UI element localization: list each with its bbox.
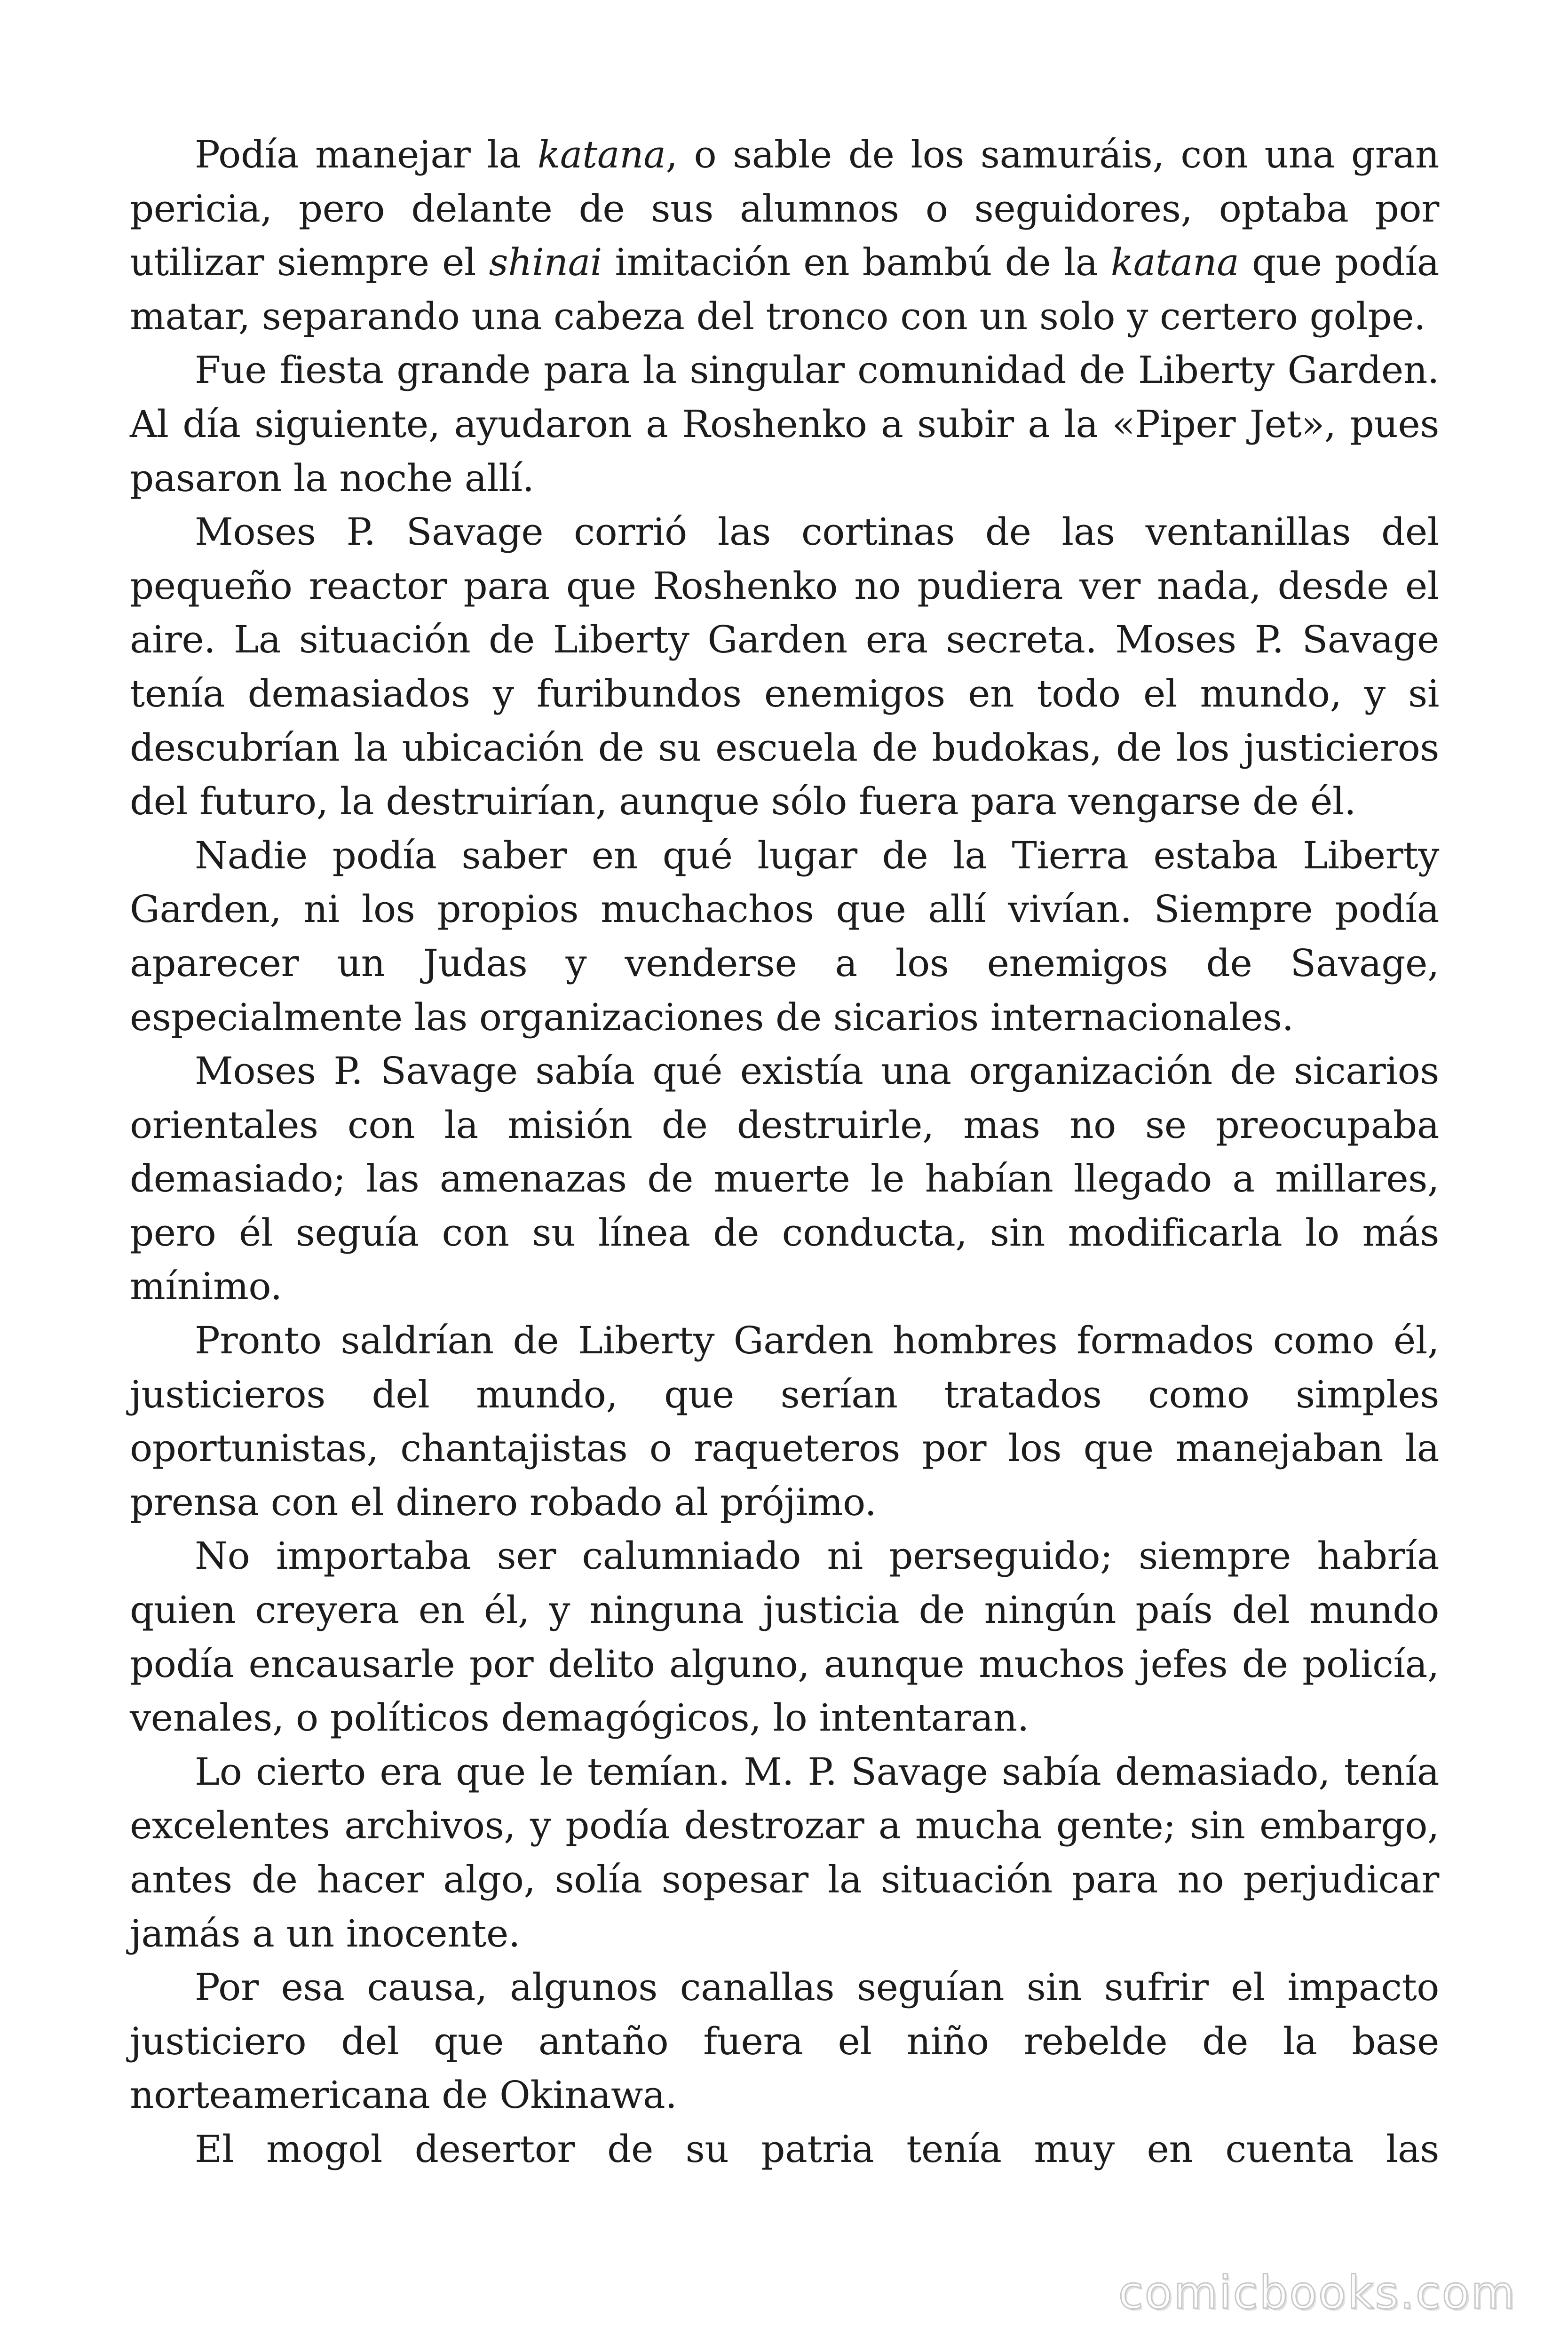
text-segment: , o sable de los samuráis, con una gran pericia, pero delante de sus alumnos o seguidores, optaba por utilizar siempre el [130, 133, 1439, 285]
paragraph [130, 1961, 1439, 2122]
text-segment: Pronto saldrían de Liberty Garden hombres formados como él, justicieros del mundo, que serían tratados como simples oportunistas, chantajistas o raqueteros por los que manejaban la prensa con el dinero robado al prójimo. [130, 1319, 1439, 1524]
paragraph [130, 1529, 1439, 1745]
paragraph [130, 1745, 1439, 1961]
text-segment: imitación en bambú de la [602, 240, 1111, 285]
italic-term: katana [537, 133, 666, 176]
text-segment: Nadie podía saber en qué lugar de la Tierra estaba Liberty Garden, ni los propios muchachos que allí vivían. Siempre podía aparecer un Judas y venderse a los enemigos de Savage, especialmente las organizaciones de sicarios internacionales. [130, 833, 1439, 1039]
text-segment: Moses P. Savage corrió las cortinas de las ventanillas del pequeño reactor para que Roshenko no pudiera ver nada, desde el aire. La situación de Liberty Garden era secreta. Moses P. Savage tenía demasiados y furibundos enemigos en todo el mundo, y si descubrían la ubicación de su escuela de budokas, de los justicieros del futuro, la destruirían, aunque sólo fuera para vengarse de él. [130, 510, 1439, 824]
page-body [130, 128, 1439, 2177]
italic-term: shinai [489, 240, 602, 285]
paragraph [130, 829, 1439, 1044]
text-segment: Fue fiesta grande para la singular comunidad de Liberty Garden. Al día siguiente, ayudaron a Roshenko a subir a la «Piper Jet», pues pasaron la noche allí. [130, 348, 1439, 500]
text-segment: Lo cierto era que le temían. M. P. Savage sabía demasiado, tenía excelentes archivos, y podía destrozar a mucha gente; sin embargo, antes de hacer algo, solía sopesar la situación para no perjudicar jamás a un inocente. [130, 1749, 1439, 1955]
text-segment: No importaba ser calumniado ni perseguido; siempre habría quien creyera en él, y ninguna justicia de ningún país del mundo podía encausarle por delito alguno, aunque muchos jefes de policía, venales, o políticos demagógicos, lo intentaran. [130, 1534, 1439, 1740]
paragraph [130, 1044, 1439, 1314]
italic-term: katana [1110, 240, 1239, 285]
paragraph [130, 1314, 1439, 1529]
text-segment: Moses P. Savage sabía qué existía una organización de sicarios orientales con la misión de destruirle, mas no se preocupaba demasiado; las amenazas de muerte le habían llegado a millares, pero él seguía con su línea de conducta, sin modificarla lo más mínimo. [130, 1049, 1439, 1309]
watermark-text: comicbooks.com [1118, 2266, 1516, 2319]
text-segment: Por esa causa, algunos canallas seguían sin sufrir el impacto justiciero del que antaño fuera el niño rebelde de la base norteamericana de Okinawa. [130, 1965, 1439, 2117]
paragraph [130, 128, 1439, 343]
text-flow [130, 128, 1439, 2177]
text-segment: El mogol desertor de su patria tenía muy en cuenta las [195, 2127, 1439, 2171]
paragraph [130, 2122, 1439, 2177]
text-segment: que podía matar, separando una cabeza del tronco con un solo y certero golpe. [130, 240, 1439, 338]
paragraph [130, 505, 1439, 829]
text-segment: Podía manejar la [195, 133, 538, 176]
paragraph [130, 343, 1439, 505]
